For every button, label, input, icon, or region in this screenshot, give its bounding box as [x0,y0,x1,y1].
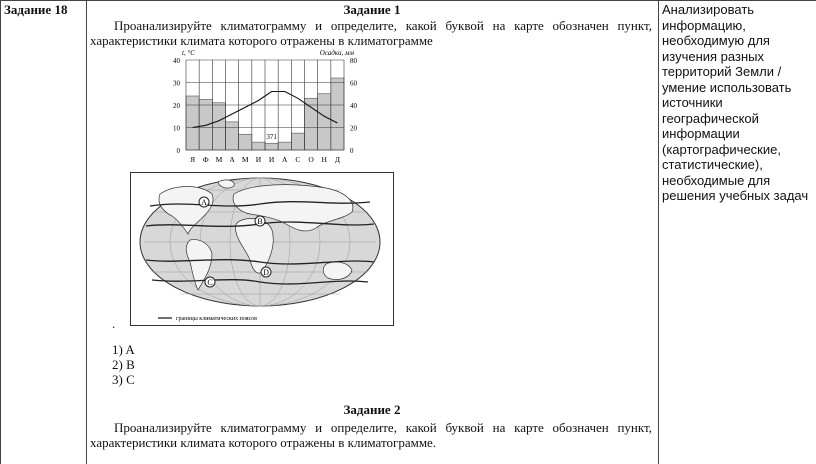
y-tick-right: 20 [350,124,357,133]
precip-bar [331,78,344,150]
precip-bar [239,134,252,150]
y-tick-left: 20 [173,102,180,110]
map-point-a: A [201,198,207,207]
y-tick-left: 30 [173,79,180,88]
y-axis-label-right: Осадки, мм [319,49,354,57]
precip-bar [226,122,239,150]
y-tick-right: 80 [350,57,357,65]
precip-bar [199,99,212,150]
x-tick-label: О [308,155,314,164]
y-tick-right: 40 [350,102,357,110]
option-3[interactable]: 3) C [112,372,135,387]
table-divider-1 [86,0,87,464]
map-point-b: B [257,217,263,226]
x-tick-label: Д [334,155,340,164]
precip-bar [186,96,199,150]
climate-map [130,172,394,326]
precip-bar [252,142,265,150]
skill-description: Анализировать информацию, необходимую для изучения разных территорий Земли / умение использовать источники географической информации (картографические, статистические), необходимые для решения учебных задач [662,2,809,203]
table-border-left [0,0,1,464]
task2-text: Проанализируйте климатограмму и определите, какой буквой на карте обозначен пункт, характеристики климата которого отражены в климатограмме. [90,420,652,450]
precip-bar [318,94,331,150]
x-tick-label: И [268,155,275,164]
precip-bar [305,98,318,150]
precip-bar [265,143,278,150]
task1-dot: . [112,316,116,331]
task1-title: Задание 1 [343,2,401,17]
precip-bar [212,103,225,150]
x-tick-label: М [215,155,223,164]
y-tick-right: 60 [350,79,357,88]
map-legend-label: границы климатических поясов [176,316,257,322]
x-tick-label: С [295,155,301,164]
climatogram-chart [148,44,388,170]
y-axis-label-left: t, °C [182,49,195,57]
y-tick-left: 10 [173,124,180,133]
x-tick-label: Ф [202,155,209,164]
precip-bar [291,133,304,150]
chart-annotation: 371 [266,132,277,141]
option-2[interactable]: 2) B [112,357,135,372]
x-tick-label: И [255,155,262,164]
map-point-d: D [263,268,269,277]
task1-text: Проанализируйте климатограмму и определите, какой буквой на карте обозначен пункт, характеристики климата которого отражены в климатограмме [90,18,652,48]
x-tick-label: А [229,155,235,164]
y-tick-left: 0 [176,147,180,155]
task2-title: Задание 2 [343,402,401,417]
y-tick-right: 0 [350,147,354,155]
table-divider-2 [658,0,659,464]
x-tick-label: М [241,155,249,164]
x-tick-label: Н [321,155,327,164]
task1-options [112,342,135,387]
y-tick-left: 40 [173,57,180,65]
map-point-c: C [207,278,213,287]
x-tick-label: А [282,155,288,164]
task-content-cell [88,0,656,464]
task-number-label: Задание 18 [4,2,68,17]
x-tick-label: Я [190,155,196,164]
option-1[interactable]: 1) A [112,342,135,357]
precip-bar [278,142,291,150]
